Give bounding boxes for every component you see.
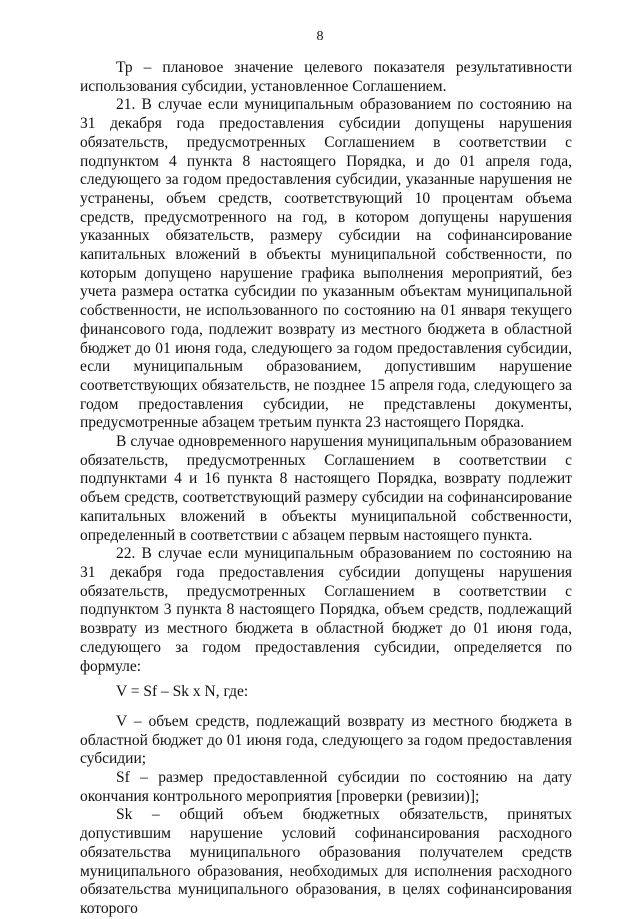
paragraph-clause-21: 21. В случае если муниципальным образованием по состоянию на 31 декабря года предоставления субсидии допущены нарушения обязательств, предусмотренных Соглашением в соответствии с подпунктом 4 пункта 8 настоящего Порядка, и до 01 апреля года, следующего за годом предоставления субсидии, указанные нарушения не устранены, объем средств, соответствующий 10 процентам объема средств, предусмотренного на год, в котором допущены нарушения указанных обязательств, размеру субсидии на софинансирование капитальных вложений в объекты муниципальной собственности, по которым допущено нарушение графика выполнения мероприятий, без учета размера остатка субсидии по указанным объектам муниципальной собственности, не использованного по состоянию на 01 января текущего финансового года, подлежит возврату из местного бюджета в областной бюджет до 01 июня года, следующего за годом предоставления субсидии, если муниципальным образованием, допустившим нарушение соответствующих обязательств, не позднее 15 апреля года, следующего за годом предоставления субсидии, не представлены документы, предусмотренные абзацем третьим пункта 23 настоящего Порядка. — [80, 96, 572, 432]
paragraph-simultaneous-violation: В случае одновременного нарушения муниципальным образованием обязательств, предусмотренных Соглашением в соответствии с подпунктами 4 и 16 пункта 8 настоящего Порядка, возврату подлежит объем средств, соответствующий размеру субсидии на софинансирование капитальных вложений в объекты муниципальной собственности, определенный в соответствии с абзацем первым настоящего пункта. — [80, 433, 572, 544]
paragraph-clause-22: 22. В случае если муниципальным образованием по состоянию на 31 декабря года предоставления субсидии допущены нарушения обязательств, предусмотренных Соглашением в соответствии с подпунктом 3 пункта 8 настоящего Порядка, объем средств, подлежащий возврату из местного бюджета в областной бюджет до 01 июня года, следующего за годом предоставления субсидии, определяется по формуле: — [80, 545, 572, 675]
document-body — [80, 59, 572, 919]
formula: V = Sf – Sk x N, где: — [116, 683, 249, 701]
page-number: 8 — [316, 29, 324, 44]
definition-sk: Sk – общий объем бюджетных обязательств, принятых допустившим нарушение условий софинансирования расходного обязательства муниципального образования получателем средств муниципального образования, необходимых для исполнения расходного обязательства муниципального образования, в целях софинансирования которого — [80, 806, 572, 917]
definition-v: V – объем средств, подлежащий возврату из местного бюджета в областной бюджет до 01 июня года, следующего за годом предоставления субсидии; — [80, 712, 572, 768]
paragraph-tr-definition: Тр – плановое значение целевого показателя результативности использования субсидии, установленное Соглашением. — [80, 59, 572, 95]
definition-sf: Sf – размер предоставленной субсидии по состоянию на дату окончания контрольного мероприятия [проверки (ревизии)]; — [80, 769, 572, 805]
